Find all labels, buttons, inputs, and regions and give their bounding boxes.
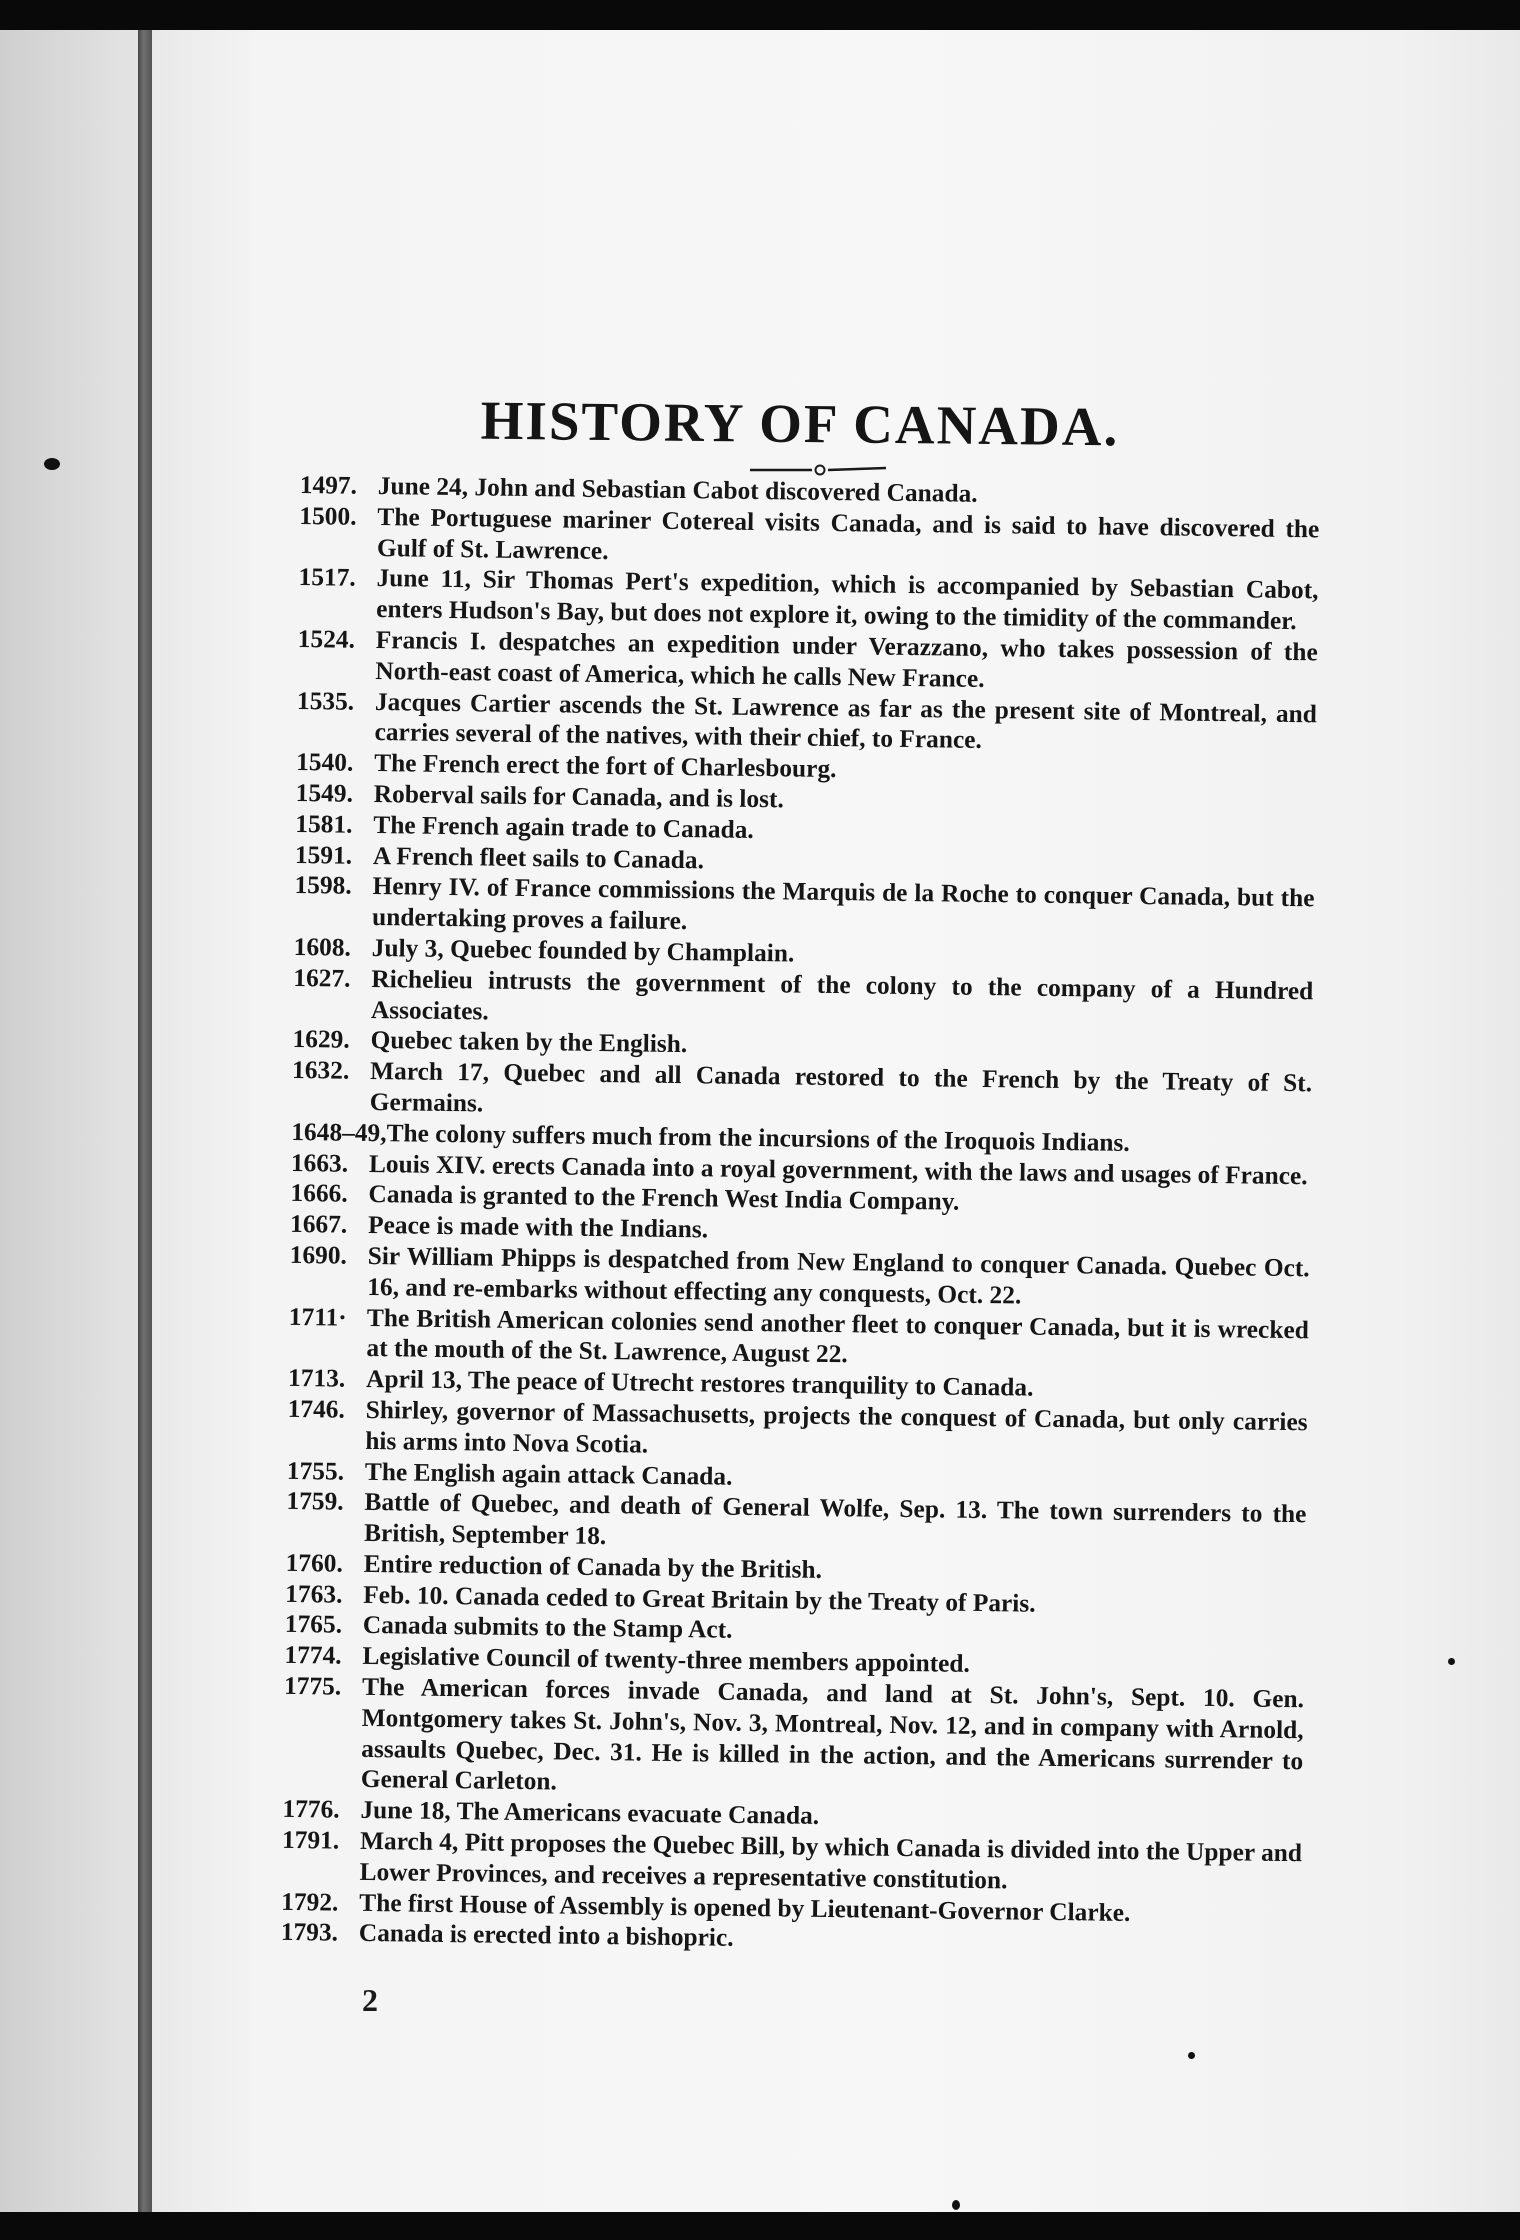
entry-year: 1648–49, bbox=[291, 1117, 387, 1147]
entry-text: Shirley, governor of Massachusetts, projects the conquest of Canada, but only carries his arms into Nova Scotia. bbox=[365, 1395, 1308, 1459]
entry-year: 1755. bbox=[286, 1456, 345, 1486]
entry-text: The first House of Assembly is opened by Lieutenant-Governor Clarke. bbox=[359, 1888, 1131, 1927]
entry-text: Canada is granted to the French West India Company. bbox=[368, 1180, 960, 1217]
entry-text: The American forces invade Canada, and land at St. John's, Sept. 10. Gen. Montgomery takes St. John's, Nov. 3, Montreal, Nov. 12, and in company with Arnold, assaults Quebec, Dec. 31. He is killed in the action, and the Americans surrender to General Carleton. bbox=[360, 1672, 1305, 1796]
entry-year: 1793. bbox=[280, 1918, 339, 1948]
entry-year: 1524. bbox=[297, 624, 356, 654]
entry-year: 1776. bbox=[282, 1795, 340, 1824]
entry-text: Henry IV. of France commissions the Marquis de la Roche to conquer Canada, but the undertaking proves a failure. bbox=[371, 872, 1315, 936]
entry-year: 1666. bbox=[290, 1179, 348, 1209]
entry-year: 1608. bbox=[293, 932, 352, 962]
entry-text: The French erect the fort of Charlesbourg. bbox=[373, 749, 837, 784]
entry-year: 1500. bbox=[299, 501, 357, 531]
entry-text: Richelieu intrusts the government of the colony to the company of a Hundred Associates. bbox=[370, 964, 1314, 1026]
entry-text: The French again trade to Canada. bbox=[373, 810, 754, 844]
entry-year: 1765. bbox=[284, 1610, 343, 1640]
scan-bottom-border bbox=[0, 2212, 1520, 2240]
entry-year: 1711· bbox=[288, 1302, 347, 1332]
entry-year: 1791. bbox=[281, 1825, 340, 1855]
entry-text: Canada submits to the Stamp Act. bbox=[362, 1611, 733, 1645]
entry-text: The Portuguese mariner Cotereal visits Canada, and is said to have discovered the Gulf of St. Lawrence. bbox=[376, 502, 1320, 565]
entry-text: Battle of Quebec, and death of General Wolfe, Sep. 13. The town surrenders to the British, September 18. bbox=[363, 1488, 1307, 1551]
page-left-margin bbox=[0, 30, 138, 2214]
page-number: 2 bbox=[362, 1982, 378, 2018]
ink-speck bbox=[44, 458, 60, 470]
entry-year: 1591. bbox=[294, 840, 353, 870]
entry-text: Roberval sails for Canada, and is lost. bbox=[373, 779, 784, 814]
entry-text: March 4, Pitt proposes the Quebec Bill, by which Canada is divided into the Upper and Lower Provinces, and receives a representative constitution. bbox=[359, 1826, 1303, 1895]
entry-text: June 24, John and Sebastian Cabot discovered Canada. bbox=[377, 472, 978, 508]
entry-text: June 18, The Americans evacuate Canada. bbox=[360, 1796, 820, 1831]
entry-year: 1632. bbox=[291, 1056, 350, 1085]
entry-year: 1763. bbox=[285, 1579, 343, 1609]
entry-year: 1497. bbox=[299, 470, 358, 500]
entry-year: 1746. bbox=[287, 1394, 346, 1424]
entry-text: Legislative Council of twenty-three members appointed. bbox=[362, 1642, 971, 1679]
entry-year: 1667. bbox=[289, 1210, 348, 1239]
entry-year: 1774. bbox=[284, 1641, 342, 1670]
entry-year: 1792. bbox=[281, 1887, 339, 1917]
entry-text: March 17, Quebec and all Canada restored to the French by the Treaty of St. Germains. bbox=[369, 1057, 1313, 1118]
entry-year: 1713. bbox=[287, 1364, 346, 1393]
ink-speck bbox=[1448, 1658, 1455, 1665]
entry-text: April 13, The peace of Utrecht restores tranquility to Canada. bbox=[365, 1365, 1034, 1402]
entry-year: 1540. bbox=[295, 748, 354, 777]
entry-year: 1627. bbox=[293, 963, 351, 993]
entry-text: Peace is made with the Indians. bbox=[367, 1211, 709, 1244]
entry-year: 1535. bbox=[296, 686, 355, 716]
entry-year: 1759. bbox=[286, 1487, 344, 1516]
entry-text: The colony suffers much from the incursions of the Iroquois Indians. bbox=[386, 1118, 1130, 1157]
binding-edge bbox=[138, 30, 152, 2214]
entry-year: 1598. bbox=[294, 871, 352, 901]
entry-text: A French fleet sails to Canada. bbox=[372, 841, 705, 874]
entry-text: Louis XIV. erects Canada into a royal government, with the laws and usages of France. bbox=[368, 1149, 1308, 1190]
entry-year: 1581. bbox=[295, 809, 353, 839]
page-title: HISTORY OF CANADA. bbox=[480, 389, 1120, 458]
entry-year: 1690. bbox=[289, 1240, 348, 1270]
entry-text: July 3, Quebec founded by Champlain. bbox=[371, 933, 795, 968]
entry-text: June 11, Sir Thomas Pert's expedition, which is accompanied by Sebastian Cabot, enters Hudson's Bay, but does not explore it, owing to the timidity of the commander. bbox=[376, 564, 1319, 636]
chronology-entry bbox=[283, 1671, 1305, 1808]
entry-text: The English again attack Canada. bbox=[364, 1457, 733, 1491]
entry-text: Entire reduction of Canada by the British. bbox=[363, 1549, 823, 1584]
entry-year: 1517. bbox=[298, 563, 356, 593]
entry-text: Francis I. despatches an expedition under Verazzano, who takes possession of the North-east coast of America, which he calls New France. bbox=[375, 625, 1318, 693]
entry-text: Feb. 10. Canada ceded to Great Britain by the Treaty of Paris. bbox=[363, 1580, 1036, 1618]
entry-year: 1775. bbox=[283, 1671, 342, 1701]
entry-year: 1663. bbox=[290, 1148, 349, 1178]
ink-speck bbox=[1188, 2052, 1195, 2059]
entry-year: 1760. bbox=[285, 1548, 344, 1578]
entry-text: Canada is erected into a bishopric. bbox=[358, 1919, 734, 1953]
entry-text: Jacques Cartier ascends the St. Lawrence as far as the present site of Montreal, and carries several of the natives, with their chief, to France. bbox=[374, 687, 1318, 755]
ink-speck bbox=[952, 2200, 960, 2210]
entry-year: 1629. bbox=[292, 1025, 350, 1055]
entry-text: Quebec taken by the English. bbox=[370, 1026, 688, 1059]
entry-text: Sir William Phipps is despatched from New England to conquer Canada. Quebec Oct. 16, and re-embarks without effecting any conquests, Oct. 22. bbox=[367, 1241, 1310, 1310]
entry-text: The British American colonies send another fleet to conquer Canada, but it is wrecked at the mouth of the St. Lawrence, August 22. bbox=[366, 1303, 1310, 1369]
chronology-list bbox=[281, 470, 1320, 1961]
entry-year: 1549. bbox=[295, 778, 354, 808]
